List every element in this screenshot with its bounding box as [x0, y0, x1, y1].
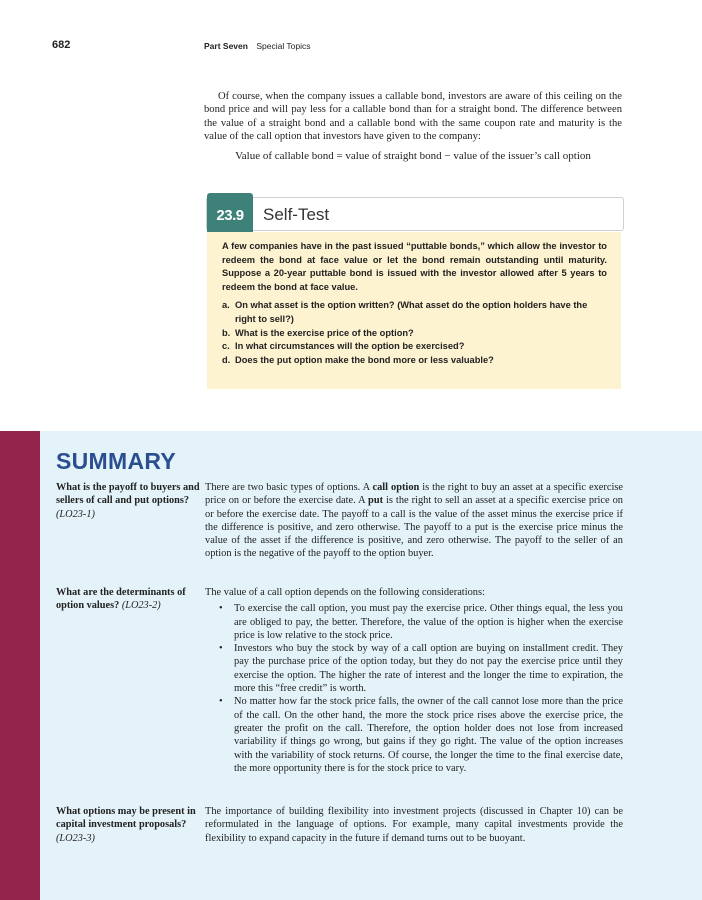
summary-answer-payoff: [205, 481, 623, 561]
determinant-item: [205, 602, 623, 642]
question-text: What are the determinants of option values?: [56, 587, 186, 612]
key-term-put: put: [368, 495, 384, 507]
bullet-icon: •: [219, 603, 223, 615]
answer-intro: The value of a call option depends on the following considerations:: [205, 587, 485, 598]
answer-paragraph: The importance of building flexibility into investment projects (discussed in Chapter 10) can be reformulated in the language of options. For example, many capital investments provide the flexibility to expand capacity in the future if demand turns out to be buoyant.: [205, 806, 623, 844]
question-text: What is the exercise price of the option?: [235, 327, 414, 338]
answer-text: There are two basic types of options. A: [205, 482, 373, 493]
self-test-question-a: [222, 299, 607, 326]
summary-heading: SUMMARY: [56, 448, 177, 474]
bullet-icon: •: [219, 696, 223, 708]
question-text: What is the payoff to buyers and sellers of call and put options?: [56, 482, 200, 507]
answer-paragraph: [205, 481, 623, 561]
determinant-text: To exercise the call option, you must pay the exercise price. Other things equal, the less you are obliged to pay, the better. Therefore, the value of the option is higher when the exercise price is low relative to the stock price.: [234, 603, 623, 641]
learning-objective: (LO23-3): [56, 832, 95, 844]
summary-answer-determinants: [205, 586, 623, 775]
intro-paragraph: Of course, when the company issues a callable bond, investors are aware of this ceiling on the bond price and will pay less for a callable bond than for a straight bond. The difference between the value of a straight bond and a callable bond with the same coupon rate and maturity is the value of the call option that investors have given to the company:: [204, 91, 622, 143]
question-text: What options may be present in capital investment proposals?: [56, 806, 196, 831]
summary-side-bar: [0, 431, 40, 900]
question-text: In what circumstances will the option be exercised?: [235, 341, 465, 352]
determinant-item: [205, 642, 623, 695]
page-number: 682: [52, 39, 71, 51]
question-label: b.: [222, 327, 231, 338]
answer-text: is the right to sell an asset at a specific exercise price on or before the exercise date. The payoff to a call is the value of the asset minus the exercise price if the difference is positive, and zero otherwise. The payoff to a put is the exercise price minus the value of the asset if the difference is positive, and zero otherwise. The payoff to the seller of an option is the negative of the payoff to the option buyer.: [205, 495, 623, 560]
self-test-prompt: A few companies have in the past issued “puttable bonds,” which allow the investor to redeem the bond at face value or let the bond remain outstanding until maturity. Suppose a 20-year puttable bond is issued with the investor allowed after 5 years to redeem the bond at face value.: [222, 241, 607, 292]
self-test-questions: [222, 299, 607, 367]
self-test-title: Self-Test: [263, 205, 330, 224]
determinant-item: [205, 695, 623, 775]
determinant-text: No matter how far the stock price falls, the owner of the call cannot lose more than the price of the call. On the other hand, the more the stock price rises above the exercise price, the greater the profit on the call. Therefore, the option holder does not lose from increased variability if things go wrong, but gains if they go right. The value of the option increases with the variability of stock returns. Of course, the longer the time to the final exercise date, the more opportunity there is for the stock price to vary.: [234, 696, 623, 774]
learning-objective: (LO23-1): [56, 508, 95, 520]
key-term-call-option: call option: [372, 482, 420, 493]
self-test-number-badge: 23.9: [207, 193, 253, 238]
self-test-question-b: [222, 327, 607, 341]
callable-bond-equation: Value of callable bond = value of straight bond − value of the issuer’s call option: [235, 150, 591, 162]
summary-question-determinants: [56, 586, 202, 613]
running-head: [204, 41, 311, 51]
self-test-question-c: [222, 340, 607, 354]
question-text: On what asset is the option written? (What asset do the option holders have the right to sell?): [235, 300, 588, 324]
determinant-text: Investors who buy the stock by way of a call option are buying on installment credit. They pay the purchase price of the option today, but they do not pay the exercise price until they exercise the option. The higher the rate of interest and the longer the time to expiration, the more this “free credit” is worth.: [234, 643, 623, 695]
summary-question-capital-investment: [56, 805, 202, 845]
summary-question-payoff: [56, 481, 202, 521]
bullet-icon: •: [219, 643, 223, 655]
running-head-section: Special Topics: [256, 41, 311, 51]
self-test-body: [207, 232, 621, 389]
determinants-list: [205, 602, 623, 775]
question-label: a.: [222, 300, 230, 311]
self-test-question-d: [222, 354, 607, 368]
learning-objective: (LO23-2): [121, 600, 161, 612]
answer-text: is the right to buy an asset at a specific exercise price on or before the exercise date. A: [205, 482, 623, 507]
question-label: c.: [222, 341, 230, 352]
question-text: Does the put option make the bond more or less valuable?: [235, 354, 494, 365]
running-head-part: Part Seven: [204, 41, 248, 51]
question-label: d.: [222, 354, 231, 365]
summary-answer-capital-investment: [205, 805, 623, 845]
